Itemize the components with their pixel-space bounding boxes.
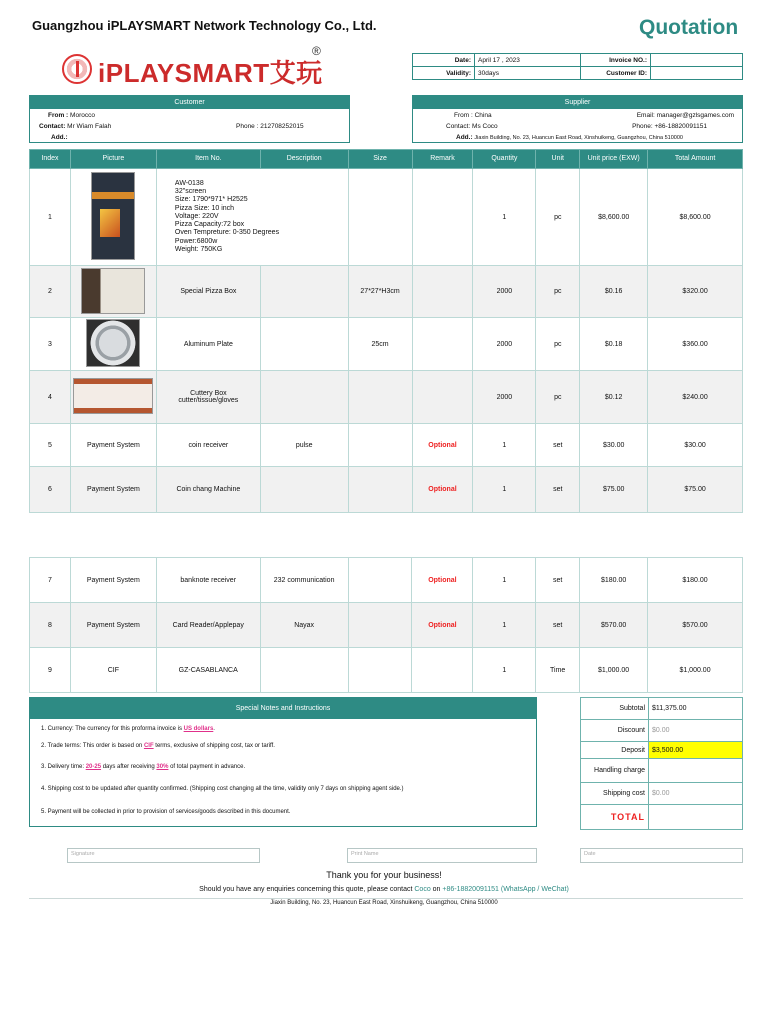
table-row <box>30 603 743 648</box>
note-payment: 5. Payment will be collected in prior to provision of services/goods described in this document. <box>41 809 291 815</box>
items-header-row <box>30 150 743 169</box>
total-label: TOTAL <box>581 805 649 830</box>
item-line: Power:6800w <box>174 237 218 245</box>
logo-wordmark: iPLAYSMART艾玩 <box>98 58 323 88</box>
supplier-email-label: Email: <box>636 112 655 119</box>
discount-label: Discount <box>581 720 649 742</box>
notes-title: Special Notes and Instructions <box>30 698 536 719</box>
table-row <box>30 424 743 467</box>
row-unit: set <box>536 467 580 513</box>
validity-label: Validity: <box>413 67 475 80</box>
row-remark: Optional <box>412 558 473 603</box>
row-picture: CIF <box>70 648 156 693</box>
row-quantity: 1 <box>473 424 536 467</box>
row-index: 9 <box>30 648 71 693</box>
supplier-box <box>412 95 743 143</box>
customer-from-value: Morocco <box>70 112 95 119</box>
row-description <box>260 648 348 693</box>
contact-phone: +86-18820091151 (WhatsApp / WeChat) <box>442 886 569 893</box>
customer-phone-label: Phone : <box>236 123 259 130</box>
item-line: AW-0138 <box>174 180 204 188</box>
customer-from-label: From : <box>48 112 69 119</box>
row-item <box>156 371 260 424</box>
contact-text: on <box>430 886 443 893</box>
shipping-value[interactable]: $0.00 <box>649 783 743 805</box>
col-size: Size <box>348 150 412 169</box>
row-total: $75.00 <box>648 467 743 513</box>
shipping-label: Shipping cost <box>581 783 649 805</box>
row-quantity: 1 <box>473 648 536 693</box>
row-item: Aluminum Plate <box>156 318 260 371</box>
col-picture: Picture <box>70 150 156 169</box>
supplier-phone-label: Phone: <box>632 123 653 130</box>
row-unit: pc <box>536 266 580 318</box>
subtotal-value: $11,375.00 <box>649 698 743 720</box>
supplier-email-value[interactable]: manager@gzlsgames.com <box>656 112 734 119</box>
item-line: Voltage: 220V <box>174 212 219 220</box>
row-index: 8 <box>30 603 71 648</box>
logo-emblem-icon <box>62 54 92 84</box>
row-unit-price: $0.16 <box>580 266 648 318</box>
row-index: 1 <box>30 169 71 266</box>
col-remark: Remark <box>412 150 473 169</box>
row-quantity: 1 <box>473 603 536 648</box>
cutlery-box-image <box>73 378 153 414</box>
row-size: 25cm <box>348 318 412 371</box>
item-line: Pizza Capacity:72 box <box>174 221 245 229</box>
row-size <box>348 648 412 693</box>
table-row <box>30 266 743 318</box>
row-index: 5 <box>30 424 71 467</box>
customer-id-label: Customer ID: <box>581 67 651 80</box>
items-table <box>29 149 743 513</box>
row-item: Coin chang Machine <box>156 467 260 513</box>
row-unit-price: $0.12 <box>580 371 648 424</box>
totals-table <box>580 697 743 830</box>
date-label: Date: <box>413 54 475 67</box>
row-quantity: 1 <box>473 558 536 603</box>
row-item: banknote receiver <box>156 558 260 603</box>
row-description <box>260 318 348 371</box>
footer-address: Jiaxin Building, No. 23, Huancun East Road, Xinshuikeng, Guangzhou, China 510000 <box>270 900 498 906</box>
table-row <box>30 648 743 693</box>
table-row <box>30 467 743 513</box>
supplier-from-label: From : <box>454 112 473 119</box>
row-unit: set <box>536 603 580 648</box>
row-remark <box>412 266 473 318</box>
row-remark: Optional <box>412 603 473 648</box>
pizza-box-image <box>81 268 145 314</box>
row-size <box>348 558 412 603</box>
row-quantity: 2000 <box>473 266 536 318</box>
note-trade-terms <box>41 743 275 749</box>
row-description <box>260 266 348 318</box>
print-name-field[interactable]: Print Name <box>347 848 537 863</box>
supplier-from-value: China <box>474 112 492 119</box>
handling-label: Handling charge <box>581 759 649 783</box>
row-picture: Payment System <box>70 424 156 467</box>
aluminum-plate-image <box>86 319 140 367</box>
row-quantity: 1 <box>473 169 536 266</box>
row-remark: Optional <box>412 467 473 513</box>
customer-phone-value: 212708252015 <box>260 123 304 130</box>
deposit-label: Deposit <box>581 742 649 759</box>
row-index: 2 <box>30 266 71 318</box>
row-size <box>348 424 412 467</box>
invoice-value[interactable] <box>651 54 743 67</box>
date-value: April 17 , 2023 <box>475 54 581 67</box>
discount-value[interactable]: $0.00 <box>649 720 743 742</box>
note-text: of total payment in advance. <box>168 764 246 770</box>
company-name: Guangzhou iPLAYSMART Network Technology Co., Ltd. <box>32 18 377 33</box>
contact-name: Coco <box>414 886 431 893</box>
contact-line <box>0 886 768 893</box>
row-index: 6 <box>30 467 71 513</box>
invoice-label: Invoice NO.: <box>581 54 651 67</box>
row-description: pulse <box>260 424 348 467</box>
table-row <box>30 558 743 603</box>
table-row <box>30 169 743 266</box>
row-unit: pc <box>536 318 580 371</box>
customer-contact-value: Mr Wiam Falah <box>67 123 112 130</box>
note-currency <box>41 726 215 732</box>
supplier-add-label: Add.: <box>456 134 473 141</box>
table-row <box>30 371 743 424</box>
row-total: $30.00 <box>648 424 743 467</box>
row-unit-price: $75.00 <box>580 467 648 513</box>
total-value <box>649 805 743 830</box>
customer-contact-label: Contact: <box>39 123 66 130</box>
item-line: Cuttery Box <box>190 390 227 397</box>
row-total: $180.00 <box>648 558 743 603</box>
row-picture <box>70 371 156 424</box>
customer-add-label: Add.: <box>51 134 68 141</box>
col-index: Index <box>30 150 71 169</box>
row-item: Card Reader/Applepay <box>156 603 260 648</box>
note-text: 2. Trade terms: This order is based on <box>41 743 144 749</box>
row-total: $8,600.00 <box>648 169 743 266</box>
item-line: Oven Tempreture: 0-350 Degrees <box>174 229 280 237</box>
document-title: Quotation <box>639 16 739 39</box>
row-size <box>348 603 412 648</box>
col-total-amount: Total Amount <box>648 150 743 169</box>
special-notes-box <box>29 697 537 827</box>
row-size <box>348 371 412 424</box>
row-remark <box>412 648 473 693</box>
row-remark <box>412 318 473 371</box>
row-total: $360.00 <box>648 318 743 371</box>
row-unit-price: $30.00 <box>580 424 648 467</box>
row-total: $1,000.00 <box>648 648 743 693</box>
note-text: . <box>213 726 215 732</box>
row-picture: Payment System <box>70 467 156 513</box>
thank-you-message: Thank you for your business! <box>326 870 442 880</box>
row-unit: pc <box>536 169 580 266</box>
row-unit-price: $0.18 <box>580 318 648 371</box>
note-text: days after receiving <box>101 764 157 770</box>
quote-meta-table <box>412 53 743 80</box>
row-item: GZ-CASABLANCA <box>156 648 260 693</box>
contact-text: Should you have any enquiries concerning this quote, please contact <box>199 886 415 893</box>
company-logo <box>62 44 332 88</box>
signature-field[interactable]: Signature <box>67 848 260 863</box>
row-index: 3 <box>30 318 71 371</box>
table-row <box>30 318 743 371</box>
row-remark <box>412 371 473 424</box>
row-picture <box>70 169 156 266</box>
footer-divider <box>29 898 743 899</box>
supplier-phone-value: +86-18820091151 <box>654 123 707 130</box>
deposit-value[interactable]: $3,500.00 <box>649 742 743 759</box>
row-picture: Payment System <box>70 558 156 603</box>
row-size: 27*27*H3cm <box>348 266 412 318</box>
col-item-no: Item No. <box>156 150 260 169</box>
row-size <box>348 169 412 266</box>
item-line: Weight: 750KG <box>174 245 223 253</box>
supplier-title: Supplier <box>413 96 742 109</box>
col-quantity: Quantity <box>473 150 536 169</box>
supplier-contact-label: Contact: <box>446 123 471 130</box>
col-description: Description <box>260 150 348 169</box>
row-total: $320.00 <box>648 266 743 318</box>
row-item-details <box>156 169 348 266</box>
date-field[interactable]: Date <box>580 848 743 863</box>
row-description: 232 communication <box>260 558 348 603</box>
customer-box <box>29 95 350 143</box>
row-unit-price: $8,600.00 <box>580 169 648 266</box>
row-picture <box>70 266 156 318</box>
row-unit-price: $1,000.00 <box>580 648 648 693</box>
row-unit-price: $180.00 <box>580 558 648 603</box>
row-index: 4 <box>30 371 71 424</box>
note-highlight: 30% <box>156 764 169 770</box>
row-picture: Payment System <box>70 603 156 648</box>
supplier-add-value: Jiaxin Building, No. 23, Huancun East Road, Xinshuikeng, Guangzhou, China 510000 <box>474 135 683 141</box>
row-index: 7 <box>30 558 71 603</box>
row-unit: pc <box>536 371 580 424</box>
row-remark: Optional <box>412 424 473 467</box>
row-item: coin receiver <box>156 424 260 467</box>
subtotal-label: Subtotal <box>581 698 649 720</box>
handling-value[interactable] <box>649 759 743 783</box>
row-unit: set <box>536 558 580 603</box>
note-highlight: CIF <box>143 743 154 749</box>
row-unit: Time <box>536 648 580 693</box>
note-text: terms, exclusive of shipping cost, tax or tariff. <box>153 743 275 749</box>
row-description <box>260 371 348 424</box>
pizza-vending-machine-image <box>91 172 135 260</box>
items-table-continued <box>29 557 743 693</box>
note-text: 1. Currency: The currency for this proforma invoice is <box>41 726 184 732</box>
validity-value: 30days <box>475 67 581 80</box>
note-text: 3. Delivery time: <box>41 764 86 770</box>
row-picture <box>70 318 156 371</box>
row-quantity: 2000 <box>473 318 536 371</box>
customer-title: Customer <box>30 96 349 109</box>
note-shipping: 4. Shipping cost to be updated after quantity confirmed. (Shipping cost changing all the time, validity only 7 days on shipping agent side.) <box>41 786 404 792</box>
note-highlight: 20-25 <box>85 764 102 770</box>
item-line: Size: 1790*971* H2525 <box>174 196 248 204</box>
row-description: Nayax <box>260 603 348 648</box>
row-size <box>348 467 412 513</box>
item-line: cutter/tissue/gloves <box>178 397 239 404</box>
supplier-contact-value: Ms Coco <box>472 123 498 130</box>
row-quantity: 2000 <box>473 371 536 424</box>
item-line: 32"screen <box>174 188 207 196</box>
row-total: $240.00 <box>648 371 743 424</box>
item-line: Pizza Size: 10 inch <box>174 204 235 212</box>
note-highlight: US dollars <box>183 726 214 732</box>
row-item: Special Pizza Box <box>156 266 260 318</box>
col-unit: Unit <box>536 150 580 169</box>
customer-id-value[interactable] <box>651 67 743 80</box>
row-total: $570.00 <box>648 603 743 648</box>
row-description <box>260 467 348 513</box>
note-delivery-time <box>41 764 245 770</box>
row-unit-price: $570.00 <box>580 603 648 648</box>
row-remark <box>412 169 473 266</box>
row-unit: set <box>536 424 580 467</box>
row-quantity: 1 <box>473 467 536 513</box>
registered-mark: ® <box>312 44 321 58</box>
col-unit-price: Unit price (EXW) <box>580 150 648 169</box>
